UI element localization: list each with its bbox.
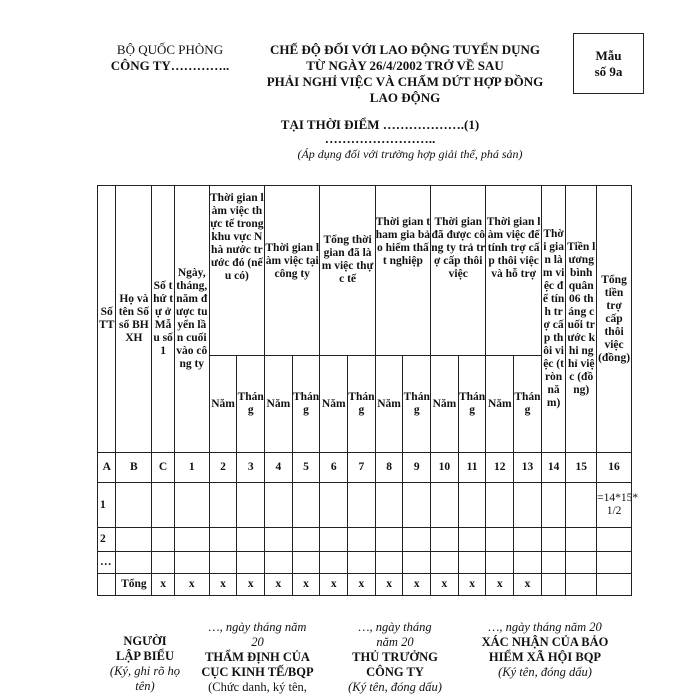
- signature-block-director: [335, 620, 455, 695]
- table-cell: [403, 528, 431, 552]
- total-row: [98, 574, 632, 596]
- x-mark: x: [458, 574, 486, 596]
- header-severance-time: Thời gian làm việc để tính trợ cấp thôi việc (tròn năm): [541, 186, 566, 453]
- table-cell: [597, 528, 632, 552]
- column-index: 7: [348, 453, 376, 483]
- table-cell: [541, 483, 566, 528]
- table-cell: [514, 528, 542, 552]
- insurance-date: …, ngày tháng năm 20: [488, 620, 602, 634]
- appraisal-title-1: THẨM ĐỊNH CỦA: [205, 650, 310, 664]
- table-cell: [237, 552, 265, 574]
- table-cell: [486, 528, 514, 552]
- director-title-2: CÔNG TY: [366, 665, 424, 679]
- appraisal-note: (Chức danh, ký tên,: [208, 680, 307, 694]
- subheader-year: Năm: [375, 356, 403, 453]
- table-cell: [348, 552, 376, 574]
- header-total-time: Tổng thời gian đã làm việc thực tế: [320, 186, 375, 356]
- table-cell: [116, 528, 152, 552]
- appraisal-title-2: CỤC KINH TẾ/BQP: [201, 665, 314, 679]
- column-index: 12: [486, 453, 514, 483]
- table-cell: [98, 574, 116, 596]
- form-number: số 9a: [594, 63, 623, 79]
- column-index: 4: [265, 453, 293, 483]
- column-index: 8: [375, 453, 403, 483]
- time-line: TẠI THỜI ĐIỂM ……………….(1): [280, 117, 480, 132]
- table-cell: [431, 528, 459, 552]
- table-cell: [209, 483, 237, 528]
- title-line-4: LAO ĐỘNG: [369, 90, 441, 105]
- column-index: 5: [292, 453, 320, 483]
- table-cell: [292, 552, 320, 574]
- table-cell: [458, 528, 486, 552]
- column-index: A: [98, 453, 116, 483]
- form-number-box: [573, 33, 644, 94]
- x-mark: x: [375, 574, 403, 596]
- column-index: 13: [514, 453, 542, 483]
- table-row: [98, 483, 632, 528]
- company-name: CÔNG TY…………..: [110, 58, 230, 73]
- header-state-time: Thời gian làm việc thực tế trong khu vực Nhà nước trước đó (nếu có): [209, 186, 264, 356]
- x-mark: x: [486, 574, 514, 596]
- table-cell: [265, 528, 293, 552]
- table-cell: [265, 552, 293, 574]
- signature-block-insurance: [460, 620, 630, 680]
- form-label: Mẫu: [595, 47, 622, 63]
- subheader-year: Năm: [486, 356, 514, 453]
- column-index: 9: [403, 453, 431, 483]
- subheader-month: Tháng: [514, 356, 542, 453]
- table-cell: [486, 483, 514, 528]
- issuer-block: [95, 42, 245, 74]
- header-code: Số thứ tự ở Mẫu số 1: [152, 186, 175, 453]
- table-cell: [541, 528, 566, 552]
- x-mark: x: [265, 574, 293, 596]
- table-cell: [375, 552, 403, 574]
- subheader-year: Năm: [209, 356, 237, 453]
- column-index: 10: [431, 453, 459, 483]
- insurance-title-1: XÁC NHẬN CỦA BẢO: [481, 635, 609, 649]
- total-label: Tổng: [116, 574, 152, 596]
- signature-block-preparer: [100, 634, 190, 694]
- column-index-row: [98, 453, 632, 483]
- table-cell: [541, 574, 566, 596]
- preparer-note: (Ký, ghi rõ họ tên): [109, 664, 181, 693]
- table-cell: [209, 528, 237, 552]
- subheader-month: Tháng: [403, 356, 431, 453]
- preparer-title-2: LẬP BIỂU: [115, 649, 174, 663]
- title-line-3: PHẢI NGHỈ VIỆC VÀ CHẤM DỨT HỢP ĐỒNG: [266, 74, 544, 89]
- table-cell: [292, 528, 320, 552]
- column-index: 6: [320, 453, 348, 483]
- table-cell: [458, 552, 486, 574]
- column-index: 16: [597, 453, 632, 483]
- table-cell: [174, 483, 209, 528]
- signature-block-appraisal: [185, 620, 330, 695]
- x-mark: x: [237, 574, 265, 596]
- director-note: (Ký tên, đóng dấu): [348, 680, 442, 694]
- column-index: C: [152, 453, 175, 483]
- subheader-month: Tháng: [237, 356, 265, 453]
- subheader-year: Năm: [265, 356, 293, 453]
- header-name: Họ và tên Số sổ BHXH: [116, 186, 152, 453]
- x-mark: x: [320, 574, 348, 596]
- table-cell: [348, 483, 376, 528]
- table-cell: [265, 483, 293, 528]
- formula-cell: =14*15* 1/2: [597, 483, 632, 528]
- table-cell: [174, 552, 209, 574]
- table-cell: [597, 574, 632, 596]
- header-avg-salary: Tiền lương bình quân 06 tháng cuối trước khi nghỉ việc (đồng): [566, 186, 597, 453]
- header-stt: Số TT: [98, 186, 116, 453]
- table-cell: [320, 528, 348, 552]
- table-cell: [348, 528, 376, 552]
- table-cell: [375, 528, 403, 552]
- preparer-title-1: NGƯỜI: [123, 634, 167, 648]
- insurance-note: (Ký tên, đóng dấu): [498, 665, 592, 679]
- header-calc-time: Thời gian làm việc để tính trợ cấp thôi việc và hỗ trợ: [486, 186, 541, 356]
- table-cell: [458, 483, 486, 528]
- table-cell: [566, 528, 597, 552]
- table-cell: [320, 483, 348, 528]
- table-cell: [152, 528, 175, 552]
- dots-line: ……………………..: [324, 131, 436, 146]
- table-cell: [237, 483, 265, 528]
- table-cell: [514, 552, 542, 574]
- title-line-1: CHẾ ĐỘ ĐỐI VỚI LAO ĐỘNG TUYỂN DỤNG: [269, 42, 541, 57]
- table-cell: [486, 552, 514, 574]
- row-number: …: [98, 552, 116, 574]
- table-cell: [566, 552, 597, 574]
- document-title: [250, 42, 560, 106]
- table-cell: [403, 552, 431, 574]
- director-title-1: THỦ TRƯỞNG: [352, 650, 438, 664]
- subheader-year: Năm: [320, 356, 348, 453]
- table-cell: [566, 574, 597, 596]
- table-cell: [116, 552, 152, 574]
- x-mark: x: [348, 574, 376, 596]
- header-company-time: Thời gian làm việc tại công ty: [265, 186, 320, 356]
- table-cell: [237, 528, 265, 552]
- x-mark: x: [292, 574, 320, 596]
- x-mark: x: [431, 574, 459, 596]
- subheader-year: Năm: [431, 356, 459, 453]
- title-line-2: TỪ NGÀY 26/4/2002 TRỞ VỀ SAU: [306, 58, 504, 73]
- table-cell: [152, 483, 175, 528]
- table-row: [98, 528, 632, 552]
- subheader-month: Tháng: [292, 356, 320, 453]
- director-date-year: năm 20: [376, 635, 414, 649]
- column-index: 11: [458, 453, 486, 483]
- table-row: [98, 552, 632, 574]
- appraisal-date: …, ngày tháng năm: [208, 620, 307, 634]
- column-index: 1: [174, 453, 209, 483]
- row-number: 1: [98, 483, 116, 528]
- ministry-name: BỘ QUỐC PHÒNG: [116, 42, 224, 57]
- table-cell: [174, 528, 209, 552]
- column-index: 15: [566, 453, 597, 483]
- header-paid-time: Thời gian đã được công ty trả trợ cấp thôi việc: [431, 186, 486, 356]
- column-index: B: [116, 453, 152, 483]
- table-cell: [541, 552, 566, 574]
- table-cell: [566, 483, 597, 528]
- table-cell: [431, 483, 459, 528]
- x-mark: x: [403, 574, 431, 596]
- table-cell: [375, 483, 403, 528]
- table-cell: [597, 552, 632, 574]
- x-mark: x: [514, 574, 542, 596]
- x-mark: x: [152, 574, 175, 596]
- header-hire-date: Ngày, tháng, năm được tuyển lần cuối vào công ty: [174, 186, 209, 453]
- table-cell: [116, 483, 152, 528]
- appraisal-date-year: 20: [251, 635, 264, 649]
- director-date: …, ngày tháng: [358, 620, 432, 634]
- insurance-title-2: HIỂM XÃ HỘI BQP: [488, 650, 602, 664]
- apply-note: (Áp dụng đối với trường hợp giải thể, phá sản): [297, 147, 523, 161]
- x-mark: x: [209, 574, 237, 596]
- subheader-month: Tháng: [458, 356, 486, 453]
- table-cell: [514, 483, 542, 528]
- table-cell: [292, 483, 320, 528]
- column-index: 3: [237, 453, 265, 483]
- subheader-month: Tháng: [348, 356, 376, 453]
- table-cell: [403, 483, 431, 528]
- table-cell: [152, 552, 175, 574]
- table-cell: [320, 552, 348, 574]
- column-index: 14: [541, 453, 566, 483]
- row-number: 2: [98, 528, 116, 552]
- table-cell: [431, 552, 459, 574]
- x-mark: x: [174, 574, 209, 596]
- header-unemployment-time: Thời gian tham gia bảo hiểm thất nghiệp: [375, 186, 430, 356]
- table-cell: [209, 552, 237, 574]
- column-index: 2: [209, 453, 237, 483]
- header-total-amount: Tổng tiền trợ cấp thôi việc (đồng): [597, 186, 632, 453]
- severance-table: [97, 185, 639, 596]
